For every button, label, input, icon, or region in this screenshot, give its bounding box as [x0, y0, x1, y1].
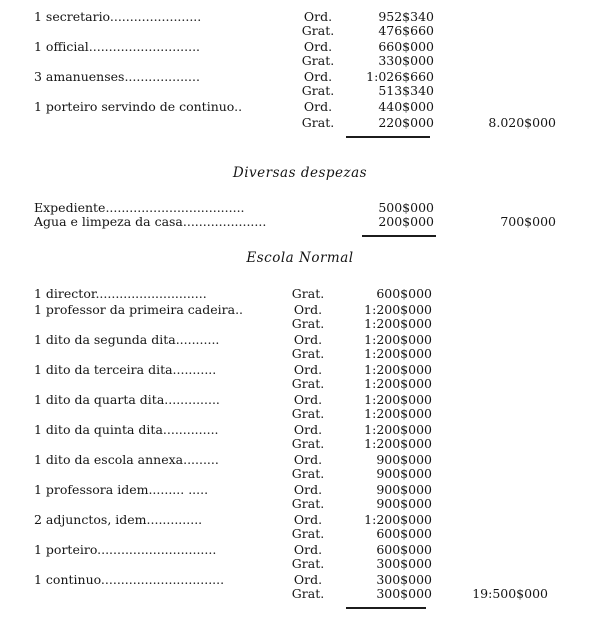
- row-description: 1 dito da escola annexa.........: [34, 452, 219, 467]
- ledger-row: [0, 100, 600, 114]
- ledger-row: [0, 347, 600, 361]
- row-amount: 1:200$000: [364, 346, 432, 361]
- row-kind: Ord.: [303, 99, 333, 114]
- row-amount: 900$000: [376, 496, 432, 511]
- ledger-row: [0, 54, 600, 68]
- ledger-row: [0, 70, 600, 84]
- row-amount: 1:200$000: [364, 362, 432, 377]
- section-heading: Diversas despezas: [232, 165, 368, 181]
- section-total: 8.020$000: [488, 115, 556, 130]
- row-amount: 1:200$000: [364, 392, 432, 407]
- row-kind: Ord.: [293, 572, 323, 587]
- total-rule: [346, 136, 430, 138]
- ledger-row: [0, 527, 600, 541]
- row-kind: Grat.: [291, 346, 325, 361]
- ledger-row: [0, 587, 600, 601]
- row-description: 1 official............................: [34, 39, 201, 54]
- row-amount: 660$000: [378, 39, 434, 54]
- row-amount: 500$000: [378, 200, 434, 215]
- row-kind: Ord.: [303, 9, 333, 24]
- row-kind: Grat.: [291, 316, 325, 331]
- row-description: 2 adjunctos, idem..............: [34, 512, 203, 527]
- row-kind: Grat.: [301, 83, 335, 98]
- row-kind: Grat.: [291, 376, 325, 391]
- ledger-row: [0, 287, 600, 301]
- ledger-row: [0, 377, 600, 391]
- ledger-row: [0, 497, 600, 511]
- ledger-row: [0, 215, 600, 229]
- row-amount: 1:200$000: [364, 302, 432, 317]
- row-kind: Ord.: [293, 422, 323, 437]
- row-description: 1 dito da quarta dita..............: [34, 392, 220, 407]
- total-rule: [346, 607, 426, 609]
- ledger-row: [0, 116, 600, 130]
- row-description: 1 secretario.......................: [34, 9, 202, 24]
- ledger-row: [0, 333, 600, 347]
- row-kind: Ord.: [303, 69, 333, 84]
- total-rule: [362, 235, 436, 237]
- row-kind: Ord.: [293, 332, 323, 347]
- row-description: 1 porteiro..............................: [34, 542, 217, 557]
- ledger-row: [0, 40, 600, 54]
- row-description: Expediente...................................: [34, 200, 245, 215]
- row-amount: 600$000: [376, 526, 432, 541]
- row-kind: Ord.: [293, 482, 323, 497]
- ledger-row: [0, 573, 600, 587]
- row-description: 1 porteiro servindo de continuo..: [34, 99, 243, 114]
- row-kind: Grat.: [291, 586, 325, 601]
- row-kind: Ord.: [293, 392, 323, 407]
- row-amount: 900$000: [376, 452, 432, 467]
- row-kind: Ord.: [293, 362, 323, 377]
- row-description: 1 dito da segunda dita...........: [34, 332, 220, 347]
- ledger-row: [0, 201, 600, 215]
- row-amount: 1:200$000: [364, 422, 432, 437]
- ledger-row: [0, 10, 600, 24]
- row-kind: Grat.: [301, 23, 335, 38]
- row-amount: 200$000: [378, 214, 434, 229]
- row-amount: 600$000: [376, 542, 432, 557]
- section-total: 19:500$000: [472, 586, 548, 601]
- row-kind: Grat.: [291, 556, 325, 571]
- row-amount: 1:200$000: [364, 406, 432, 421]
- row-kind: Grat.: [291, 466, 325, 481]
- row-description: 3 amanuenses...................: [34, 69, 200, 84]
- ledger-row: [0, 557, 600, 571]
- row-kind: Grat.: [291, 496, 325, 511]
- row-description: 1 director............................: [34, 286, 207, 301]
- row-kind: Grat.: [301, 115, 335, 130]
- ledger-row: [0, 483, 600, 497]
- ledger-row: [0, 467, 600, 481]
- ledger-row: [0, 423, 600, 437]
- row-kind: Ord.: [293, 452, 323, 467]
- row-amount: 1:026$660: [366, 69, 434, 84]
- row-description: 1 dito da quinta dita..............: [34, 422, 219, 437]
- row-amount: 900$000: [376, 466, 432, 481]
- row-amount: 300$000: [376, 556, 432, 571]
- row-kind: Ord.: [293, 542, 323, 557]
- row-amount: 513$340: [378, 83, 434, 98]
- section-total: 700$000: [500, 214, 556, 229]
- row-amount: 300$000: [376, 586, 432, 601]
- row-kind: Grat.: [291, 526, 325, 541]
- row-amount: 440$000: [378, 99, 434, 114]
- ledger-row: [0, 317, 600, 331]
- ledger-row: [0, 407, 600, 421]
- ledger-row: [0, 437, 600, 451]
- ledger-row: [0, 24, 600, 38]
- row-amount: 330$000: [378, 53, 434, 68]
- row-kind: Grat.: [291, 406, 325, 421]
- row-kind: Grat.: [291, 286, 325, 301]
- row-amount: 900$000: [376, 482, 432, 497]
- ledger-row: [0, 513, 600, 527]
- ledger-row: [0, 453, 600, 467]
- row-amount: 952$340: [378, 9, 434, 24]
- ledger-row: [0, 393, 600, 407]
- ledger-row: [0, 363, 600, 377]
- ledger-row: [0, 84, 600, 98]
- row-amount: 300$000: [376, 572, 432, 587]
- row-amount: 600$000: [376, 286, 432, 301]
- row-description: 1 continuo...............................: [34, 572, 225, 587]
- row-description: 1 dito da terceira dita...........: [34, 362, 217, 377]
- row-kind: Grat.: [301, 53, 335, 68]
- row-kind: Ord.: [293, 302, 323, 317]
- row-amount: 220$000: [378, 115, 434, 130]
- row-amount: 1:200$000: [364, 316, 432, 331]
- row-amount: 1:200$000: [364, 376, 432, 391]
- row-description: 1 professora idem......... .....: [34, 482, 209, 497]
- ledger-row: [0, 543, 600, 557]
- row-amount: 1:200$000: [364, 332, 432, 347]
- row-amount: 476$660: [378, 23, 434, 38]
- row-amount: 1:200$000: [364, 436, 432, 451]
- row-kind: Grat.: [291, 436, 325, 451]
- row-description: 1 professor da primeira cadeira..: [34, 302, 244, 317]
- row-description: Agua e limpeza da casa.....................: [34, 214, 267, 229]
- row-amount: 1:200$000: [364, 512, 432, 527]
- row-kind: Ord.: [303, 39, 333, 54]
- section-heading: Escola Normal: [246, 250, 354, 266]
- row-kind: Ord.: [293, 512, 323, 527]
- ledger-row: [0, 303, 600, 317]
